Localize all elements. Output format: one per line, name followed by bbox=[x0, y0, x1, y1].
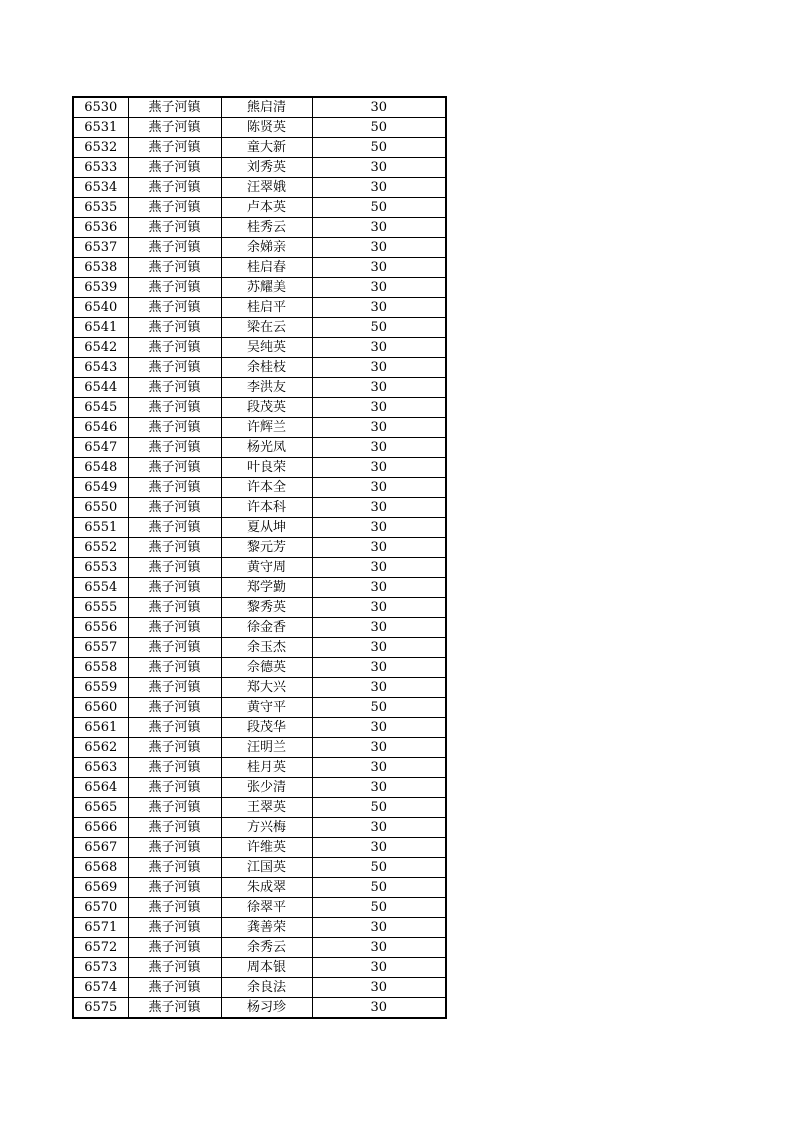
town-cell: 燕子河镇 bbox=[128, 178, 221, 198]
row-number-cell: 6545 bbox=[73, 398, 128, 418]
name-cell: 许本科 bbox=[221, 498, 312, 518]
town-cell: 燕子河镇 bbox=[128, 358, 221, 378]
amount-cell: 30 bbox=[312, 498, 446, 518]
amount-cell: 30 bbox=[312, 658, 446, 678]
table-row bbox=[73, 97, 446, 118]
name-cell: 徐金香 bbox=[221, 618, 312, 638]
amount-cell: 30 bbox=[312, 378, 446, 398]
name-cell: 杨习珍 bbox=[221, 998, 312, 1019]
name-cell: 佘德英 bbox=[221, 658, 312, 678]
amount-cell: 30 bbox=[312, 938, 446, 958]
town-cell: 燕子河镇 bbox=[128, 898, 221, 918]
amount-cell: 30 bbox=[312, 518, 446, 538]
table-row bbox=[73, 638, 446, 658]
town-cell: 燕子河镇 bbox=[128, 918, 221, 938]
row-number-cell: 6538 bbox=[73, 258, 128, 278]
table-row bbox=[73, 658, 446, 678]
row-number-cell: 6568 bbox=[73, 858, 128, 878]
amount-cell: 30 bbox=[312, 598, 446, 618]
town-cell: 燕子河镇 bbox=[128, 978, 221, 998]
row-number-cell: 6553 bbox=[73, 558, 128, 578]
amount-cell: 30 bbox=[312, 97, 446, 118]
table-row bbox=[73, 678, 446, 698]
row-number-cell: 6544 bbox=[73, 378, 128, 398]
name-cell: 刘秀英 bbox=[221, 158, 312, 178]
table-row bbox=[73, 438, 446, 458]
town-cell: 燕子河镇 bbox=[128, 878, 221, 898]
town-cell: 燕子河镇 bbox=[128, 258, 221, 278]
town-cell: 燕子河镇 bbox=[128, 778, 221, 798]
amount-cell: 30 bbox=[312, 918, 446, 938]
amount-cell: 50 bbox=[312, 858, 446, 878]
row-number-cell: 6563 bbox=[73, 758, 128, 778]
town-cell: 燕子河镇 bbox=[128, 338, 221, 358]
town-cell: 燕子河镇 bbox=[128, 97, 221, 118]
amount-cell: 30 bbox=[312, 578, 446, 598]
name-cell: 许本全 bbox=[221, 478, 312, 498]
row-number-cell: 6550 bbox=[73, 498, 128, 518]
row-number-cell: 6559 bbox=[73, 678, 128, 698]
town-cell: 燕子河镇 bbox=[128, 218, 221, 238]
amount-cell: 30 bbox=[312, 218, 446, 238]
amount-cell: 30 bbox=[312, 678, 446, 698]
table-row bbox=[73, 378, 446, 398]
name-cell: 郑大兴 bbox=[221, 678, 312, 698]
row-number-cell: 6552 bbox=[73, 538, 128, 558]
town-cell: 燕子河镇 bbox=[128, 398, 221, 418]
table-row bbox=[73, 578, 446, 598]
amount-cell: 30 bbox=[312, 638, 446, 658]
amount-cell: 30 bbox=[312, 718, 446, 738]
name-cell: 汪翠娥 bbox=[221, 178, 312, 198]
town-cell: 燕子河镇 bbox=[128, 818, 221, 838]
amount-cell: 30 bbox=[312, 398, 446, 418]
table-row bbox=[73, 418, 446, 438]
amount-cell: 50 bbox=[312, 898, 446, 918]
amount-cell: 30 bbox=[312, 358, 446, 378]
table-row bbox=[73, 138, 446, 158]
amount-cell: 30 bbox=[312, 998, 446, 1019]
table-row bbox=[73, 918, 446, 938]
row-number-cell: 6556 bbox=[73, 618, 128, 638]
amount-cell: 30 bbox=[312, 838, 446, 858]
name-cell: 熊启清 bbox=[221, 97, 312, 118]
row-number-cell: 6575 bbox=[73, 998, 128, 1019]
name-cell: 苏耀美 bbox=[221, 278, 312, 298]
amount-cell: 30 bbox=[312, 538, 446, 558]
name-cell: 桂启平 bbox=[221, 298, 312, 318]
row-number-cell: 6569 bbox=[73, 878, 128, 898]
town-cell: 燕子河镇 bbox=[128, 458, 221, 478]
name-cell: 方兴梅 bbox=[221, 818, 312, 838]
amount-cell: 30 bbox=[312, 238, 446, 258]
table-row bbox=[73, 498, 446, 518]
town-cell: 燕子河镇 bbox=[128, 438, 221, 458]
row-number-cell: 6573 bbox=[73, 958, 128, 978]
row-number-cell: 6539 bbox=[73, 278, 128, 298]
town-cell: 燕子河镇 bbox=[128, 518, 221, 538]
town-cell: 燕子河镇 bbox=[128, 278, 221, 298]
row-number-cell: 6536 bbox=[73, 218, 128, 238]
row-number-cell: 6558 bbox=[73, 658, 128, 678]
table-row bbox=[73, 398, 446, 418]
amount-cell: 30 bbox=[312, 258, 446, 278]
name-cell: 许辉兰 bbox=[221, 418, 312, 438]
table-row bbox=[73, 938, 446, 958]
row-number-cell: 6570 bbox=[73, 898, 128, 918]
table-row bbox=[73, 798, 446, 818]
name-cell: 夏从坤 bbox=[221, 518, 312, 538]
table-row bbox=[73, 698, 446, 718]
table-row bbox=[73, 758, 446, 778]
town-cell: 燕子河镇 bbox=[128, 298, 221, 318]
name-cell: 卢本英 bbox=[221, 198, 312, 218]
table-row bbox=[73, 318, 446, 338]
name-cell: 黄守平 bbox=[221, 698, 312, 718]
town-cell: 燕子河镇 bbox=[128, 578, 221, 598]
town-cell: 燕子河镇 bbox=[128, 658, 221, 678]
town-cell: 燕子河镇 bbox=[128, 698, 221, 718]
row-number-cell: 6546 bbox=[73, 418, 128, 438]
table-row bbox=[73, 838, 446, 858]
row-number-cell: 6530 bbox=[73, 97, 128, 118]
town-cell: 燕子河镇 bbox=[128, 558, 221, 578]
amount-cell: 30 bbox=[312, 558, 446, 578]
amount-cell: 50 bbox=[312, 118, 446, 138]
row-number-cell: 6531 bbox=[73, 118, 128, 138]
row-number-cell: 6548 bbox=[73, 458, 128, 478]
table-row bbox=[73, 998, 446, 1019]
table-row bbox=[73, 478, 446, 498]
row-number-cell: 6572 bbox=[73, 938, 128, 958]
row-number-cell: 6574 bbox=[73, 978, 128, 998]
amount-cell: 50 bbox=[312, 798, 446, 818]
name-cell: 江国英 bbox=[221, 858, 312, 878]
table-row bbox=[73, 718, 446, 738]
name-cell: 陈贤英 bbox=[221, 118, 312, 138]
amount-cell: 50 bbox=[312, 878, 446, 898]
table-row bbox=[73, 538, 446, 558]
name-cell: 桂秀云 bbox=[221, 218, 312, 238]
name-cell: 余娣亲 bbox=[221, 238, 312, 258]
row-number-cell: 6537 bbox=[73, 238, 128, 258]
table-row bbox=[73, 598, 446, 618]
row-number-cell: 6566 bbox=[73, 818, 128, 838]
amount-cell: 50 bbox=[312, 198, 446, 218]
town-cell: 燕子河镇 bbox=[128, 538, 221, 558]
table-row bbox=[73, 298, 446, 318]
town-cell: 燕子河镇 bbox=[128, 798, 221, 818]
name-cell: 余玉杰 bbox=[221, 638, 312, 658]
table-row bbox=[73, 778, 446, 798]
amount-cell: 30 bbox=[312, 418, 446, 438]
name-cell: 段茂华 bbox=[221, 718, 312, 738]
name-cell: 桂启春 bbox=[221, 258, 312, 278]
row-number-cell: 6561 bbox=[73, 718, 128, 738]
table-row bbox=[73, 238, 446, 258]
row-number-cell: 6541 bbox=[73, 318, 128, 338]
row-number-cell: 6534 bbox=[73, 178, 128, 198]
amount-cell: 30 bbox=[312, 438, 446, 458]
name-cell: 桂月英 bbox=[221, 758, 312, 778]
amount-cell: 30 bbox=[312, 738, 446, 758]
amount-cell: 50 bbox=[312, 698, 446, 718]
town-cell: 燕子河镇 bbox=[128, 678, 221, 698]
town-cell: 燕子河镇 bbox=[128, 498, 221, 518]
name-cell: 张少清 bbox=[221, 778, 312, 798]
table-row bbox=[73, 178, 446, 198]
row-number-cell: 6542 bbox=[73, 338, 128, 358]
table-row bbox=[73, 338, 446, 358]
amount-cell: 30 bbox=[312, 618, 446, 638]
row-number-cell: 6543 bbox=[73, 358, 128, 378]
table-row bbox=[73, 738, 446, 758]
table-row bbox=[73, 118, 446, 138]
name-cell: 梁在云 bbox=[221, 318, 312, 338]
town-cell: 燕子河镇 bbox=[128, 138, 221, 158]
amount-cell: 30 bbox=[312, 958, 446, 978]
row-number-cell: 6540 bbox=[73, 298, 128, 318]
name-cell: 朱成翠 bbox=[221, 878, 312, 898]
amount-cell: 30 bbox=[312, 338, 446, 358]
table-row bbox=[73, 218, 446, 238]
amount-cell: 30 bbox=[312, 478, 446, 498]
table-row bbox=[73, 458, 446, 478]
name-cell: 龚善荣 bbox=[221, 918, 312, 938]
name-cell: 余桂枝 bbox=[221, 358, 312, 378]
name-cell: 杨光凤 bbox=[221, 438, 312, 458]
town-cell: 燕子河镇 bbox=[128, 958, 221, 978]
row-number-cell: 6571 bbox=[73, 918, 128, 938]
table-row bbox=[73, 878, 446, 898]
name-cell: 许维英 bbox=[221, 838, 312, 858]
town-cell: 燕子河镇 bbox=[128, 118, 221, 138]
table-row bbox=[73, 818, 446, 838]
name-cell: 汪明兰 bbox=[221, 738, 312, 758]
table-row bbox=[73, 198, 446, 218]
amount-cell: 50 bbox=[312, 318, 446, 338]
town-cell: 燕子河镇 bbox=[128, 198, 221, 218]
row-number-cell: 6547 bbox=[73, 438, 128, 458]
amount-cell: 50 bbox=[312, 138, 446, 158]
amount-cell: 30 bbox=[312, 758, 446, 778]
town-cell: 燕子河镇 bbox=[128, 638, 221, 658]
amount-cell: 30 bbox=[312, 158, 446, 178]
data-table bbox=[72, 96, 447, 1019]
row-number-cell: 6557 bbox=[73, 638, 128, 658]
row-number-cell: 6564 bbox=[73, 778, 128, 798]
town-cell: 燕子河镇 bbox=[128, 618, 221, 638]
row-number-cell: 6532 bbox=[73, 138, 128, 158]
table-row bbox=[73, 518, 446, 538]
name-cell: 李洪友 bbox=[221, 378, 312, 398]
town-cell: 燕子河镇 bbox=[128, 738, 221, 758]
amount-cell: 30 bbox=[312, 178, 446, 198]
name-cell: 郑学勤 bbox=[221, 578, 312, 598]
row-number-cell: 6533 bbox=[73, 158, 128, 178]
amount-cell: 30 bbox=[312, 458, 446, 478]
row-number-cell: 6567 bbox=[73, 838, 128, 858]
town-cell: 燕子河镇 bbox=[128, 418, 221, 438]
row-number-cell: 6554 bbox=[73, 578, 128, 598]
name-cell: 童大新 bbox=[221, 138, 312, 158]
amount-cell: 30 bbox=[312, 978, 446, 998]
name-cell: 段茂英 bbox=[221, 398, 312, 418]
name-cell: 吴纯英 bbox=[221, 338, 312, 358]
town-cell: 燕子河镇 bbox=[128, 158, 221, 178]
name-cell: 余秀云 bbox=[221, 938, 312, 958]
table-row bbox=[73, 958, 446, 978]
name-cell: 黎秀英 bbox=[221, 598, 312, 618]
amount-cell: 30 bbox=[312, 298, 446, 318]
row-number-cell: 6562 bbox=[73, 738, 128, 758]
town-cell: 燕子河镇 bbox=[128, 318, 221, 338]
table-row bbox=[73, 158, 446, 178]
row-number-cell: 6535 bbox=[73, 198, 128, 218]
town-cell: 燕子河镇 bbox=[128, 598, 221, 618]
table-row bbox=[73, 358, 446, 378]
row-number-cell: 6549 bbox=[73, 478, 128, 498]
table-row bbox=[73, 558, 446, 578]
name-cell: 周本银 bbox=[221, 958, 312, 978]
row-number-cell: 6565 bbox=[73, 798, 128, 818]
town-cell: 燕子河镇 bbox=[128, 858, 221, 878]
town-cell: 燕子河镇 bbox=[128, 838, 221, 858]
table-row bbox=[73, 258, 446, 278]
town-cell: 燕子河镇 bbox=[128, 478, 221, 498]
table-body bbox=[73, 97, 446, 1018]
amount-cell: 30 bbox=[312, 278, 446, 298]
row-number-cell: 6555 bbox=[73, 598, 128, 618]
town-cell: 燕子河镇 bbox=[128, 998, 221, 1019]
name-cell: 叶良荣 bbox=[221, 458, 312, 478]
town-cell: 燕子河镇 bbox=[128, 378, 221, 398]
amount-cell: 30 bbox=[312, 818, 446, 838]
table-row bbox=[73, 278, 446, 298]
name-cell: 余良法 bbox=[221, 978, 312, 998]
name-cell: 黄守周 bbox=[221, 558, 312, 578]
table-row bbox=[73, 898, 446, 918]
row-number-cell: 6560 bbox=[73, 698, 128, 718]
town-cell: 燕子河镇 bbox=[128, 238, 221, 258]
table-row bbox=[73, 978, 446, 998]
town-cell: 燕子河镇 bbox=[128, 938, 221, 958]
table-row bbox=[73, 618, 446, 638]
table-row bbox=[73, 858, 446, 878]
amount-cell: 30 bbox=[312, 778, 446, 798]
name-cell: 黎元芳 bbox=[221, 538, 312, 558]
row-number-cell: 6551 bbox=[73, 518, 128, 538]
name-cell: 徐翠平 bbox=[221, 898, 312, 918]
town-cell: 燕子河镇 bbox=[128, 758, 221, 778]
town-cell: 燕子河镇 bbox=[128, 718, 221, 738]
name-cell: 王翠英 bbox=[221, 798, 312, 818]
